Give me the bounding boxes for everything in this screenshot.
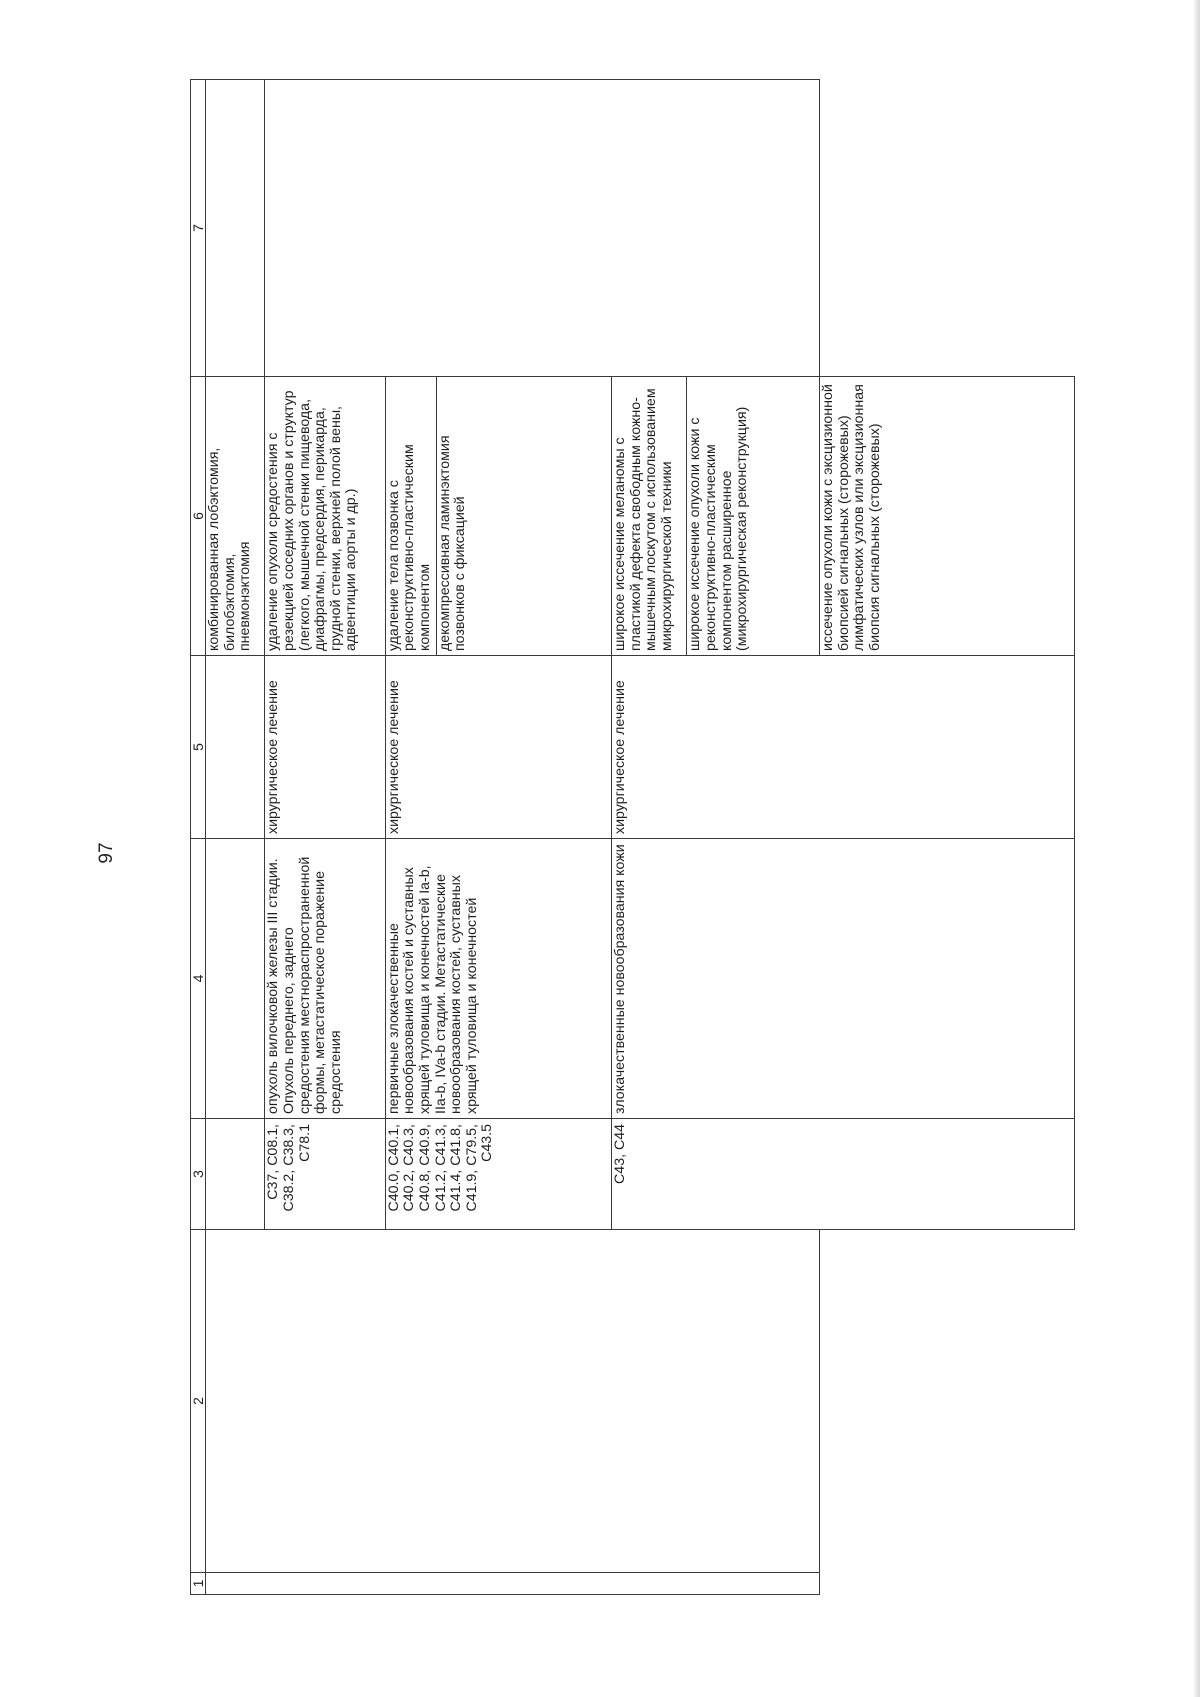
cell-col-2 (206, 1230, 820, 1573)
cell-treatment: хирургическое лечение (385, 656, 611, 839)
treatment-table (190, 79, 1075, 1595)
header-col-1: 1 (191, 1573, 206, 1595)
cell-method: удаление опухоли средостения с резекцией соседних органов и структур (легкого, мышечной стенки пищевода, диафрагмы, предсердия, перикарда, грудной стенки, верхней полой вены, адвентиции аорты и др.) (265, 377, 385, 656)
cell-method-continuation: комбинированная лобэктомия, билобэктомия, пневмонэктомия (206, 377, 265, 656)
cell-diagnosis: опухоль вилочковой железы III стадии. Опухоль переднего, заднего средостения местнораспространенной формы, метастатическое поражение средостения (265, 839, 385, 1119)
cell-spacer (820, 1119, 1075, 1595)
cell-diagnosis: первичные злокачественные новообразования костей и суставных хрящей туловища и конечностей Ia-b, IIa-b, IVa-b стадии. Метастатические новообразования костей, суставных хрящей туловища и конечностей (385, 839, 611, 1119)
cell-codes: C40.0, C40.1, C40.2, C40.3, C40.8, C40.9, C41.2, C41.3, C41.4, C41.8, C41.9, C79.5, C43.5 (385, 1119, 611, 1230)
header-col-4: 4 (191, 839, 206, 1119)
header-col-7: 7 (191, 80, 206, 377)
header-row (191, 80, 206, 1595)
cell-method: широкое иссечение опухоли кожи с реконструктивно-пластическим компонентом расширенное (микрохирургическая реконструкция) (687, 377, 820, 656)
cell-treatment: хирургическое лечение (265, 656, 385, 839)
header-col-5: 5 (191, 656, 206, 839)
cell-treatment-empty (206, 656, 265, 839)
cell-codes-empty (206, 1119, 265, 1230)
page-number: 97 (96, 842, 117, 864)
rotated-table-sheet (190, 80, 1075, 1595)
cell-diagnosis-empty (206, 839, 265, 1119)
cell-col-7-continuation (206, 80, 265, 377)
header-col-2: 2 (191, 1230, 206, 1573)
cell-diagnosis: злокачественные новообразования кожи (611, 839, 1074, 1119)
cell-treatment: хирургическое лечение (611, 656, 1074, 839)
cell-codes: C37, C08.1, C38.2, C38.3, C78.1 (265, 1119, 385, 1230)
cell-codes: C43, C44 (611, 1119, 1074, 1230)
header-col-3: 3 (191, 1119, 206, 1230)
cell-col-1 (206, 1573, 820, 1595)
cell-method: удаление тела позвонка с реконструктивно-пластическим компонентом (385, 377, 436, 656)
cell-col-7 (265, 80, 820, 377)
scan-edge (1194, 0, 1200, 1697)
cell-method: иссечение опухоли кожи с эксцизионной биопсией сигнальных (сторожевых) лимфатических узлов или эксцизионная биопсия сигнальных (сторожевых) (820, 377, 1075, 656)
continuation-row (206, 80, 265, 1595)
header-col-6: 6 (191, 377, 206, 656)
cell-method: широкое иссечение меланомы с пластикой дефекта свободным кожно-мышечным лоскутом с использованием микрохирургической техники (611, 377, 686, 656)
cell-method: декомпрессивная ламинэктомия позвонков с фиксацией (436, 377, 611, 656)
